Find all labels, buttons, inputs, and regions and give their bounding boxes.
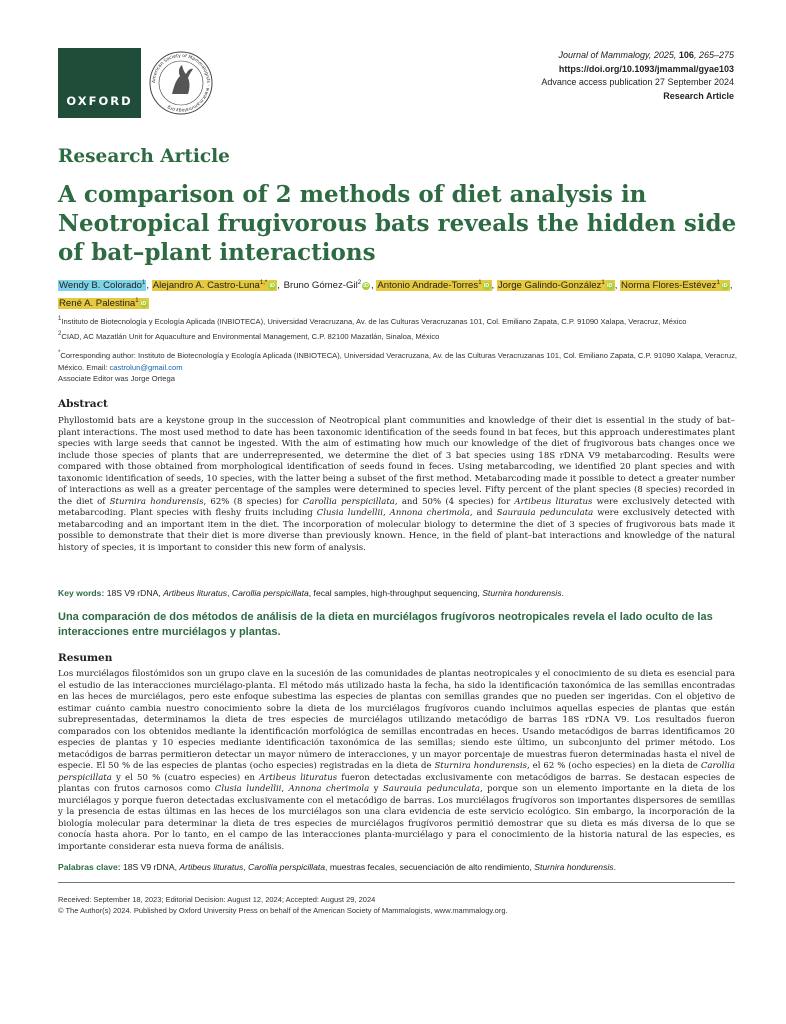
orcid-icon[interactable]: iD — [140, 300, 147, 307]
author-name: Norma Flores-Estévez — [621, 280, 717, 291]
author-list — [58, 276, 738, 311]
associate-editor: Associate Editor was Jorge Ortega — [58, 373, 175, 383]
resumen-heading: Resumen — [58, 652, 113, 664]
oxford-logo-text: OXFORD — [66, 94, 133, 108]
journal-citation: Journal of Mammalogy, 2025, 106, 265–275 — [558, 50, 734, 60]
keywords-label: Key words: — [58, 588, 105, 598]
author-6[interactable] — [620, 280, 730, 291]
author-name: René A. Palestina — [59, 297, 136, 309]
author-affiliation-mark: 1 — [135, 297, 139, 304]
advance-access-date: Advance access publication 27 September 2024 — [541, 77, 734, 87]
author-separator: , — [371, 280, 377, 291]
email-link[interactable]: castrolun@gmail.com — [109, 362, 183, 372]
author-name: Alejandro A. Castro-Luna — [152, 280, 260, 291]
author-name: Wendy B. Colorado — [59, 280, 143, 291]
abstract-text: Phyllostomid bats are a keystone group in the succession of Neotropical plant communities and knowledge of their diet is essential in the study of bat–plant interactions. The most used method to date has been taxonomic identification of the seeds found in bat feces, but this approach underestimates plant species with large seeds that cannot be ingested. With the aim of estimating how much our knowledge of the diet of frugivorous bats changes once we include those species of plants that are underrepresented, we determine the diet of 3 bat species using 18S rDNA V9 metabarcoding. Results were compared with those obtained from morphological identification of seeds found in feces. Using metabarcoding, we identified 20 plant species and with taxonomic identification of seeds, 10 species, with the latter being a subset of the first method. Metabarcoding made it possible to detect a greater number of interactions as well as a greater percentage of the samples were determined to species level. Fifty percent of the plant species (8 species) recorded in the diet of Sturnira hondurensis, 62% (8 species) for Carollia perspicillata, and 50% (4 species) for Artibeus lituratus were exclusively detected with metabarcoding. Plant species with fleshy fruits including Clusia lundellii, Annona cherimola, and Saurauia pedunculata were exclusively detected with metabarcoding and an important item in the diet. The incorporation of molecular biology to determine the diet of 3 species of frugivorous bats made it possible to demonstrate that their diet is more diverse than previously known. Hence, in the field of plant–bat interactions and knowledge of the natural history of species, it is important to consider this new form of analysis. — [58, 416, 736, 553]
abstract-heading: Abstract — [58, 398, 108, 410]
author-4[interactable] — [376, 280, 491, 291]
author-5[interactable] — [497, 280, 615, 291]
footer-divider — [58, 882, 735, 883]
seal-text: American Society of Mammalogists · www.mammalogy.org — [151, 53, 211, 113]
author-affiliation-mark: 1 — [716, 280, 720, 286]
author-3[interactable] — [283, 280, 371, 291]
author-affiliation-mark: 2 — [357, 280, 362, 286]
author-separator: , — [729, 280, 733, 291]
copyright-notice: © The Author(s) 2024. Published by Oxford University Press on behalf of the American Society of Mammalogists, www.mammalogy.org. — [58, 906, 508, 915]
author-separator: , — [146, 280, 152, 291]
footer — [58, 894, 735, 916]
oxford-logo — [58, 48, 141, 118]
author-separator: , — [277, 280, 283, 291]
corresponding-author: *Corresponding author: Instituto de Biotecnología y Ecología Aplicada (INBIOTECA), Universidad Veracruzana, Av. de las Culturas Veracruzanas 101, Col. Emiliano Zapata, C.P. 91090 Xalapa, Veracruz, México. Email: castrolun@gmail.com — [58, 350, 737, 372]
header-article-type: Research Article — [663, 90, 734, 101]
affiliations — [58, 314, 738, 390]
orcid-icon[interactable]: iD — [722, 283, 728, 289]
society-seal-logo — [148, 50, 214, 116]
author-7[interactable] — [58, 298, 149, 309]
author-2[interactable] — [152, 280, 278, 291]
affiliation-2: $^2$CIAD, AC Mazatlán Unit for Aquaculture and Environmental Management, C.P. 82100 Mazatlán, Sinaloa, México — [58, 331, 440, 342]
author-separator: , — [491, 280, 497, 291]
orcid-icon[interactable]: iD — [269, 283, 275, 289]
palabras-clave-label: Palabras clave: — [58, 862, 121, 872]
author-affiliation-mark: 1 — [601, 280, 605, 286]
spanish-title: Una comparación de dos métodos de análisis de la dieta en murciélagos frugívoros neotropicales revela el lado oculto de las interacciones entre murciélagos y plantas. — [58, 611, 713, 638]
affiliation-1: $^1$Instituto de Biotecnología y Ecología Aplicada (INBIOTECA), Universidad Veracruzana, Av. de las Culturas Veracruzanas 101, Col. Emiliano Zapata, C.P. 91090 Xalapa, Veracruz, México — [58, 316, 687, 326]
keywords: Key words: 18S V9 rDNA, Artibeus lituratus, Carollia perspicillata, fecal samples, high-throughput sequencing, Sturnira hondurensis. — [58, 588, 564, 598]
palabras-clave: Palabras clave: 18S V9 rDNA, Artibeus lituratus, Carollia perspicillata, muestras fecales, secuenciación de alto rendimiento, Sturnira hondurensis. — [58, 862, 616, 872]
author-affiliation-mark: 1,* — [259, 280, 268, 286]
author-name: Bruno Gómez-Gil — [283, 280, 358, 291]
author-name: Antonio Andrade-Torres — [377, 280, 479, 291]
author-name: Jorge Galindo-González — [497, 280, 602, 291]
orcid-icon[interactable]: iD — [606, 283, 613, 289]
author-1[interactable] — [58, 280, 146, 291]
orcid-icon[interactable]: iD — [363, 283, 369, 289]
article-title: A comparison of 2 methods of diet analysis in Neotropical frugivorous bats reveals the hidden side of bat–plant interactions — [58, 181, 737, 266]
doi-link[interactable]: https://doi.org/10.1093/jmammal/gyae103 — [558, 63, 734, 74]
journal-header — [541, 49, 734, 103]
author-affiliation-mark: 1 — [142, 280, 146, 286]
resumen-text: Los murciélagos filostómidos son un grupo clave en la sucesión de las comunidades de plantas neotropicales y el conocimiento de su dieta es esencial para el estudio de las interacciones murciélago-planta. El método más utilizado hasta la fecha, ha sido la identificación taxonómica de las semillas encontradas en las heces de murciélagos, pero este enfoque subestima las especies de plantas con semillas grandes que no pueden ser ingeridas. Con el objetivo de estimar cuánto cambia nuestro conocimiento sobre la dieta de los murciélagos frugívoros cuando incluimos aquellas especies de plantas que están subrepresentadas, determinamos la dieta de tres especies de murciélagos utilizando metacódigo de barras 18S rDNA V9. Los resultados fueron comparados con los obtenidos mediante la identificación morfológica de semillas encontradas en heces. Usando metacódigos de barras identificamos 20 especies de plantas y 10 especies mediante identificación taxonómica de las semillas; siendo este último, un subconjunto del primer método. Los metacódigos de barras permitieron detectar un mayor número de interacciones, y un mayor porcentaje de muestras fueron determinadas hasta el nivel de especie. El 50 % de las especies de plantas (ocho especies) registradas en la dieta de Sturnira hondurensis, el 62 % (ocho especies) en la dieta de Carollia perspicillata y el 50 % (cuatro especies) en Artibeus lituratus fueron detectadas exclusivamente con metacódigos de barras. Se destacan especies de plantas con frutos carnosos como Clusia lundellii, Annona cherimola y Saurauia pedunculata, porque son un elemento importante en la dieta de los murciélagos y porque fueron detectadas exclusivamente con el metacódigo de barras. Los murciélagos frugívoros son importantes dispersores de semillas y la presencia de estas últimas en las heces de los murciélagos son una clara evidencia de este servicio ecológico. Sin embargo, la incorporación de la biología molecular para determinar la dieta de tres especies de murciélagos frugívoros permitió demostrar que su dieta es más diversa de lo que se conocía hasta ahora. Por lo tanto, en el campo de las interacciones planta-murciélago y para el conocimiento de la historia natural de las especies, es importante considerar esta nueva forma de análisis. — [58, 669, 735, 852]
orcid-icon[interactable]: iD — [483, 283, 490, 289]
author-separator: , — [614, 280, 621, 291]
article-type-label: Research Article — [58, 146, 230, 167]
author-affiliation-mark: 1 — [478, 280, 482, 286]
received-dates: Received: September 18, 2023; Editorial Decision: August 12, 2024; Accepted: August 29, 2024 — [58, 895, 376, 904]
